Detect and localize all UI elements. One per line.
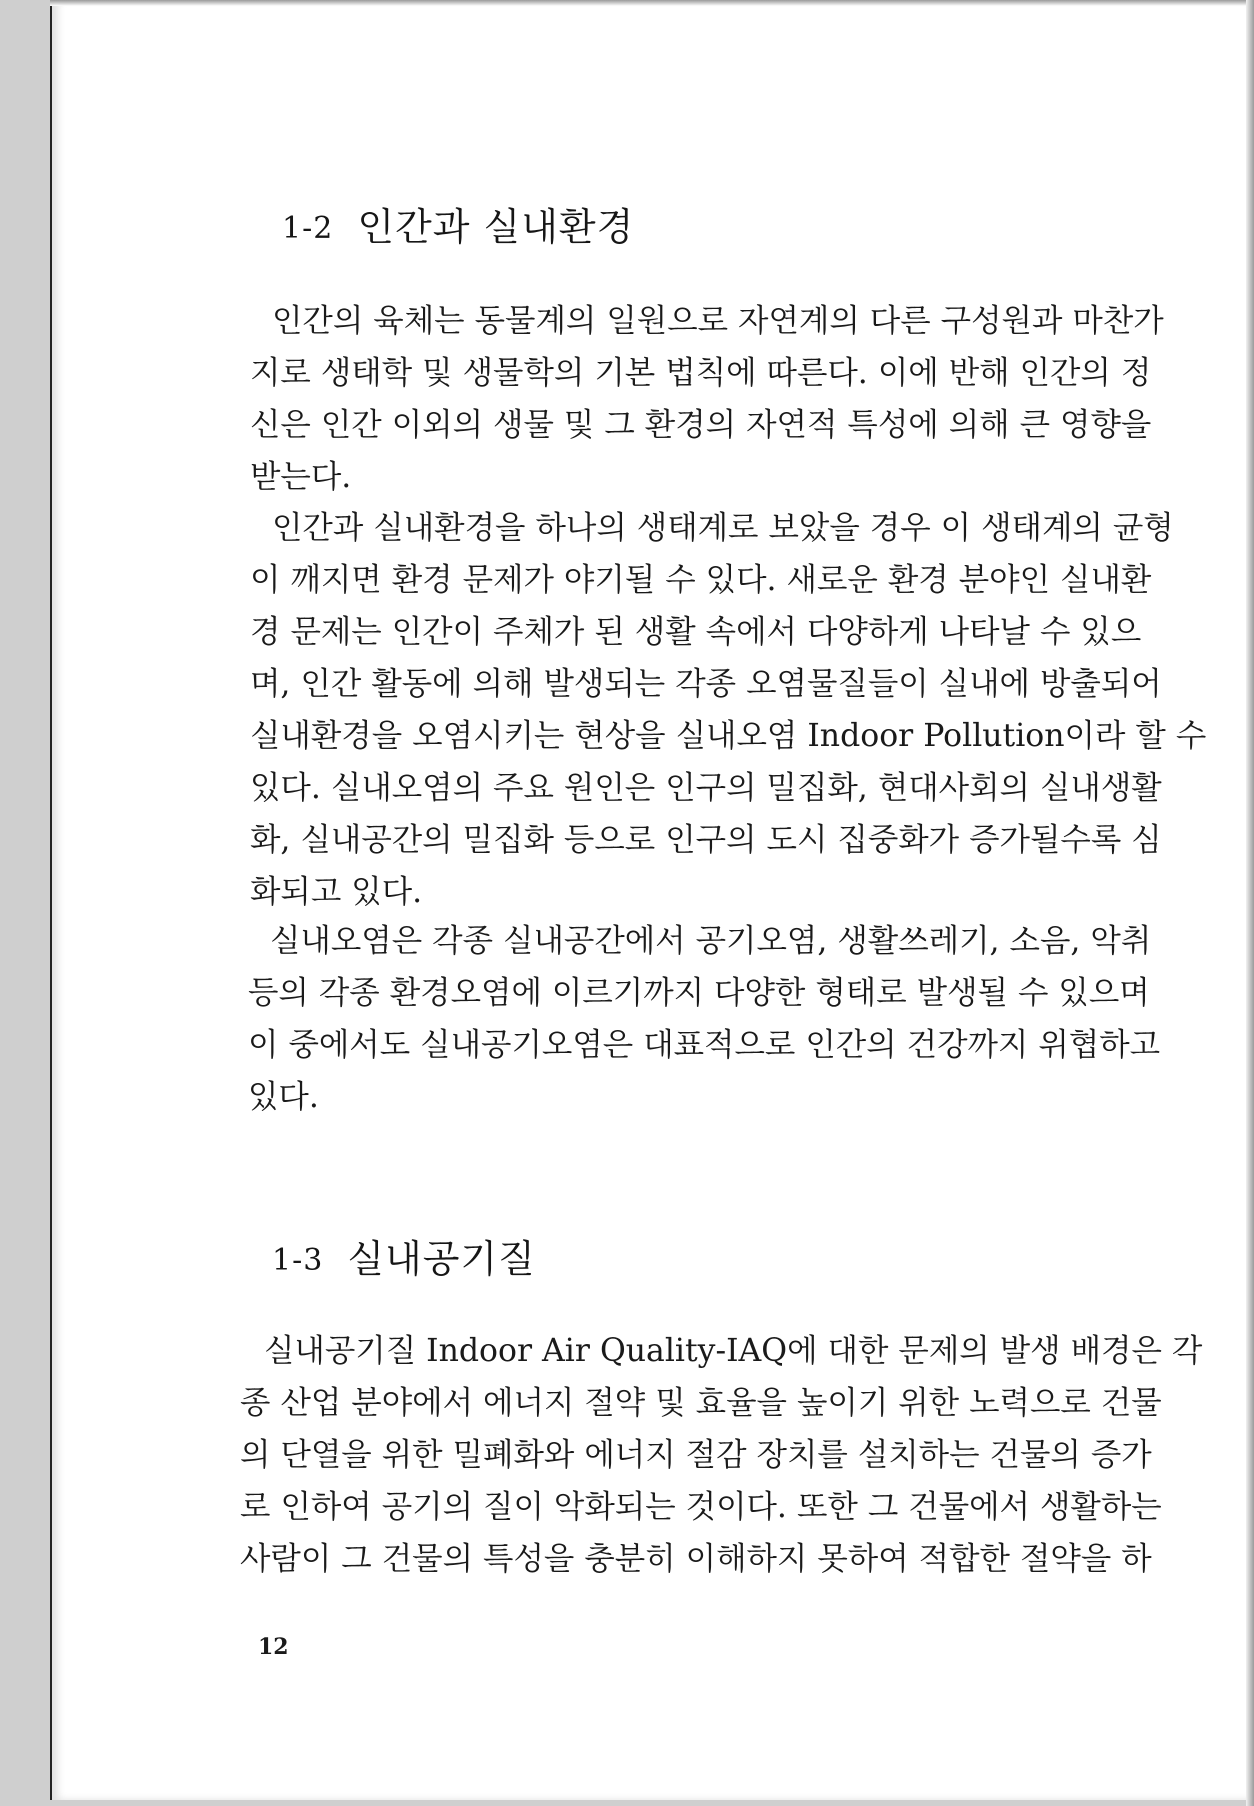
text-line: 인간의 육체는 동물계의 일원으로 자연계의 다른 구성원과 마찬가 [272, 303, 1164, 339]
page-number: 12 [258, 1634, 289, 1660]
text-line: 인간과 실내환경을 하나의 생태계로 보았을 경우 이 생태계의 균형 [272, 510, 1174, 546]
section-number: 1-2 [282, 211, 334, 246]
text-line: 실내오염은 각종 실내공간에서 공기오염, 생활쓰레기, 소음, 악취 [270, 923, 1152, 959]
section-title: 실내공기질 [347, 1237, 536, 1281]
text-line: 신은 인간 이외의 생물 및 그 환경의 자연적 특성에 의해 큰 영향을 [250, 407, 1152, 443]
paragraph [250, 295, 1164, 503]
text-line: 로 인하여 공기의 질이 악화되는 것이다. 또한 그 건물에서 생활하는 [240, 1489, 1162, 1525]
text-line: 종 산업 분야에서 에너지 절약 및 효율을 높이기 위한 노력으로 건물 [240, 1385, 1162, 1421]
text-line: 있다. [248, 1079, 319, 1115]
text-line: 있다. 실내오염의 주요 원인은 인구의 밀집화, 현대사회의 실내생활 [250, 770, 1162, 806]
text-line: 화, 실내공간의 밀집화 등으로 인구의 도시 집중화가 증가될수록 심 [250, 822, 1162, 858]
text-line: 의 단열을 위한 밀폐화와 에너지 절감 장치를 설치하는 건물의 증가 [240, 1437, 1152, 1473]
text-line: 며, 인간 활동에 의해 발생되는 각종 오염물질들이 실내에 방출되어 [250, 666, 1162, 702]
text-line: 실내공기질 Indoor Air Quality-IAQ에 대한 문제의 발생 배경은 각 [264, 1333, 1203, 1369]
section-number: 1-3 [272, 1243, 324, 1278]
text-line: 화되고 있다. [250, 874, 423, 910]
section-heading-1-3 [272, 1228, 536, 1283]
section-title: 인간과 실내환경 [357, 205, 635, 249]
text-line: 사람이 그 건물의 특성을 충분히 이해하지 못하여 적합한 절약을 하 [240, 1541, 1152, 1577]
paragraph [250, 502, 1207, 918]
text-line: 이 중에서도 실내공기오염은 대표적으로 인간의 건강까지 위협하고 [248, 1027, 1161, 1063]
text-line: 경 문제는 인간이 주체가 된 생활 속에서 다양하게 나타날 수 있으 [250, 614, 1142, 650]
text-line: 실내환경을 오염시키는 현상을 실내오염 Indoor Pollution이라 할 수 [250, 718, 1207, 754]
text-line: 이 깨지면 환경 문제가 야기될 수 있다. 새로운 환경 분야인 실내환 [250, 562, 1152, 598]
paragraph [248, 915, 1161, 1123]
page-top-edge [50, 0, 1254, 6]
paragraph [240, 1325, 1203, 1585]
text-line: 받는다. [250, 459, 352, 495]
section-heading-1-2 [282, 196, 634, 251]
page-right-edge [1246, 0, 1254, 1806]
text-line: 등의 각종 환경오염에 이르기까지 다양한 형태로 발생될 수 있으며 [248, 975, 1150, 1011]
text-line: 지로 생태학 및 생물학의 기본 법칙에 따른다. 이에 반해 인간의 정 [250, 355, 1152, 391]
